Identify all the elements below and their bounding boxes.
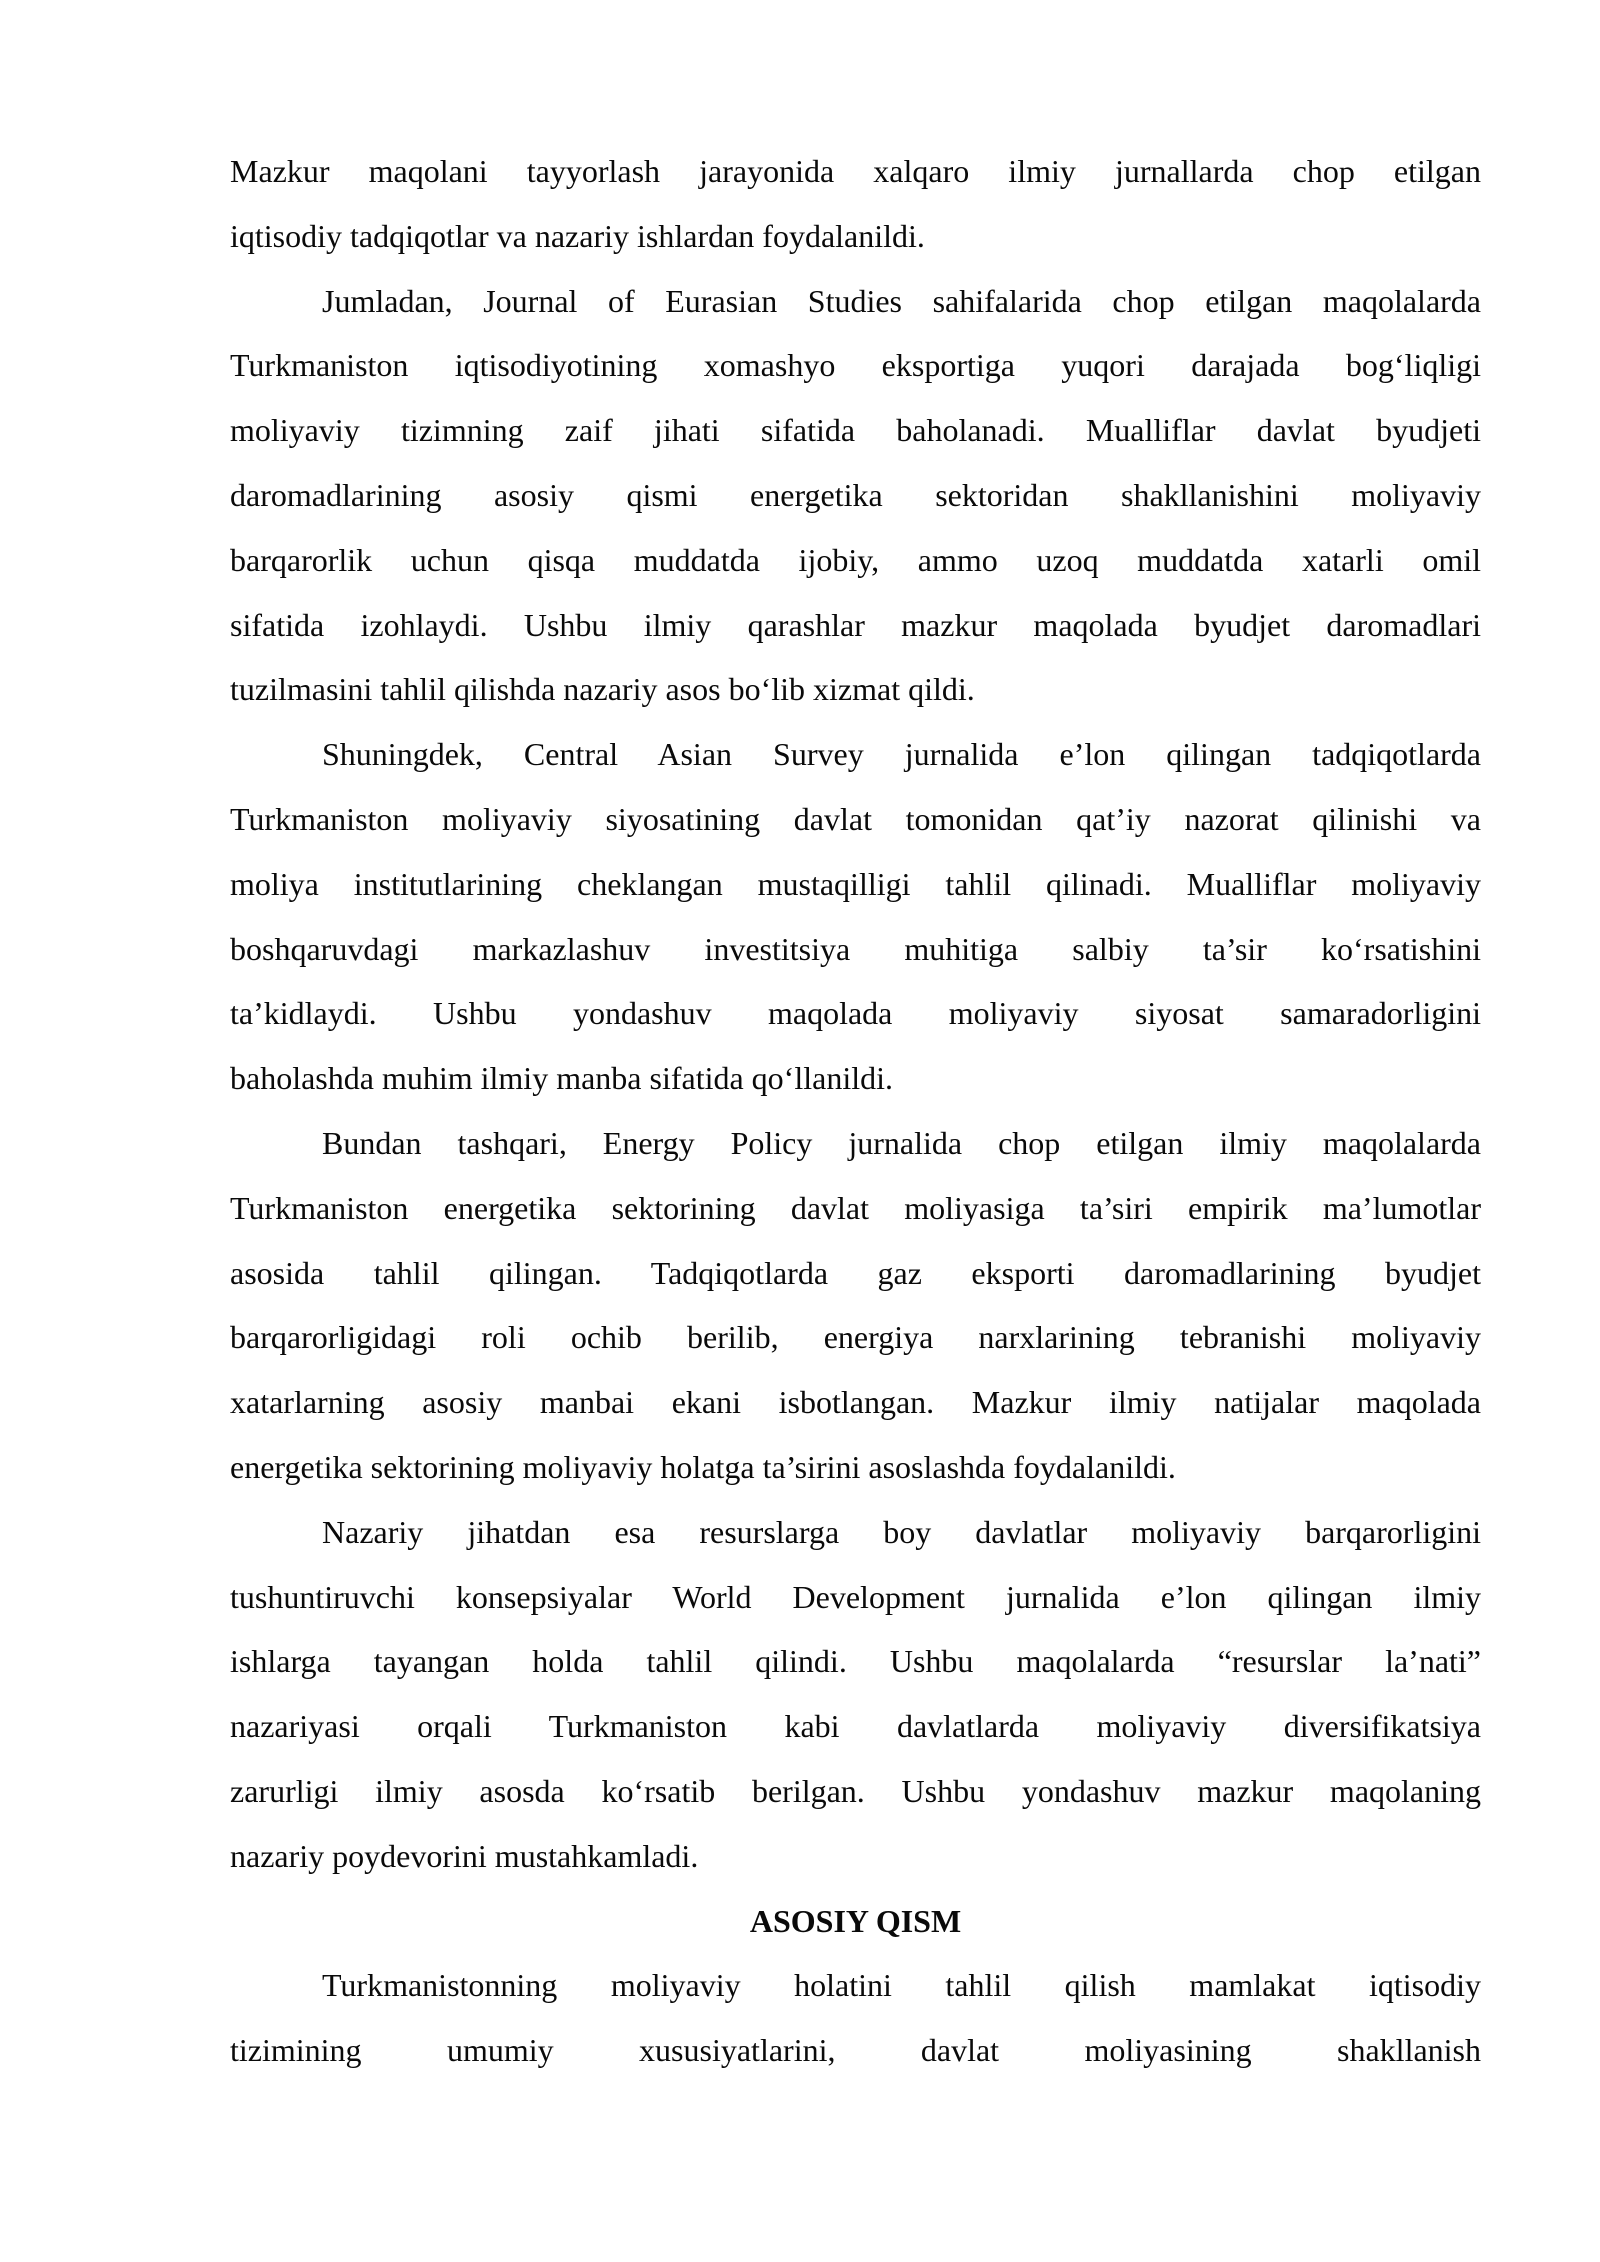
text-line: Turkmanistonning moliyaviy holatini tahlil qilish mamlakat iqtisodiy bbox=[322, 1967, 1481, 2004]
text-line: xatarlarning asosiy manbai ekani isbotlangan. Mazkur ilmiy natijalar maqolada bbox=[230, 1384, 1481, 1421]
text-line: ta’kidlaydi. Ushbu yondashuv maqolada moliyaviy siyosat samaradorligini bbox=[230, 995, 1481, 1032]
text-line: barqarorligidagi roli ochib berilib, energiya narxlarining tebranishi moliyaviy bbox=[230, 1319, 1481, 1356]
text-line: Nazariy jihatdan esa resurslarga boy davlatlar moliyaviy barqarorligini bbox=[322, 1513, 1481, 1550]
text-line: nazariyasi orqali Turkmaniston kabi davlatlarda moliyaviy diversifikatsiya bbox=[230, 1708, 1481, 1745]
text-line: boshqaruvdagi markazlashuv investitsiya muhitiga salbiy ta’sir ko‘rsatishini bbox=[230, 930, 1481, 967]
text-line: moliya institutlarining cheklangan mustaqilligi tahlil qilinadi. Mualliflar moliyaviy bbox=[230, 865, 1481, 902]
text-line: barqarorlik uchun qisqa muddatda ijobiy, ammo uzoq muddatda xatarli omil bbox=[230, 541, 1481, 578]
text-line: nazariy poydevorini mustahkamladi. bbox=[230, 1837, 699, 1874]
text-line: ishlarga tayangan holda tahlil qilindi. Ushbu maqolalarda “resurslar la’nati” bbox=[230, 1643, 1481, 1680]
text-line: Jumladan, Journal of Eurasian Studies sahifalarida chop etilgan maqolalarda bbox=[322, 282, 1481, 319]
text-line: Bundan tashqari, Energy Policy jurnalida chop etilgan ilmiy maqolalarda bbox=[322, 1124, 1481, 1161]
text-line: Shuningdek, Central Asian Survey jurnalida e’lon qilingan tadqiqotlarda bbox=[322, 736, 1481, 773]
text-line: daromadlarining asosiy qismi energetika sektoridan shakllanishini moliyaviy bbox=[230, 476, 1481, 513]
text-line: Turkmaniston moliyaviy siyosatining davlat tomonidan qat’iy nazorat qilinishi va bbox=[230, 800, 1481, 837]
text-line: Turkmaniston iqtisodiyotining xomashyo eksportiga yuqori darajada bog‘liqligi bbox=[230, 347, 1481, 384]
text-line: moliyaviy tizimning zaif jihati sifatida baholanadi. Mualliflar davlat byudjeti bbox=[230, 412, 1481, 449]
text-line: tuzilmasini tahlil qilishda nazariy asos bo‘lib xizmat qildi. bbox=[230, 671, 975, 708]
text-line: Mazkur maqolani tayyorlash jarayonida xalqaro ilmiy jurnallarda chop etilgan bbox=[230, 153, 1481, 189]
section-heading: ASOSIY QISM bbox=[749, 1902, 962, 1939]
text-line: tushuntiruvchi konsepsiyalar World Development jurnalida e’lon qilingan ilmiy bbox=[230, 1578, 1481, 1615]
text-line: energetika sektorining moliyaviy holatga ta’sirini asoslashda foydalanildi. bbox=[230, 1448, 1176, 1485]
text-line: zarurligi ilmiy asosda ko‘rsatib berilgan. Ushbu yondashuv mazkur maqolaning bbox=[230, 1772, 1481, 1809]
text-line: iqtisodiy tadqiqotlar va nazariy ishlardan foydalanildi. bbox=[230, 217, 925, 254]
text-line: baholashda muhim ilmiy manba sifatida qo‘llanildi. bbox=[230, 1060, 893, 1097]
text-line: Turkmaniston energetika sektorining davlat moliyasiga ta’siri empirik ma’lumotlar bbox=[230, 1189, 1481, 1226]
document-text bbox=[230, 139, 1481, 2083]
text-line: asosida tahlil qilingan. Tadqiqotlarda gaz eksporti daromadlarining byudjet bbox=[230, 1254, 1481, 1291]
text-line: sifatida izohlaydi. Ushbu ilmiy qarashlar mazkur maqolada byudjet daromadlari bbox=[230, 606, 1481, 643]
text-line: tizimining umumiy xususiyatlarini, davlat moliyasining shakllanish bbox=[230, 2032, 1481, 2069]
